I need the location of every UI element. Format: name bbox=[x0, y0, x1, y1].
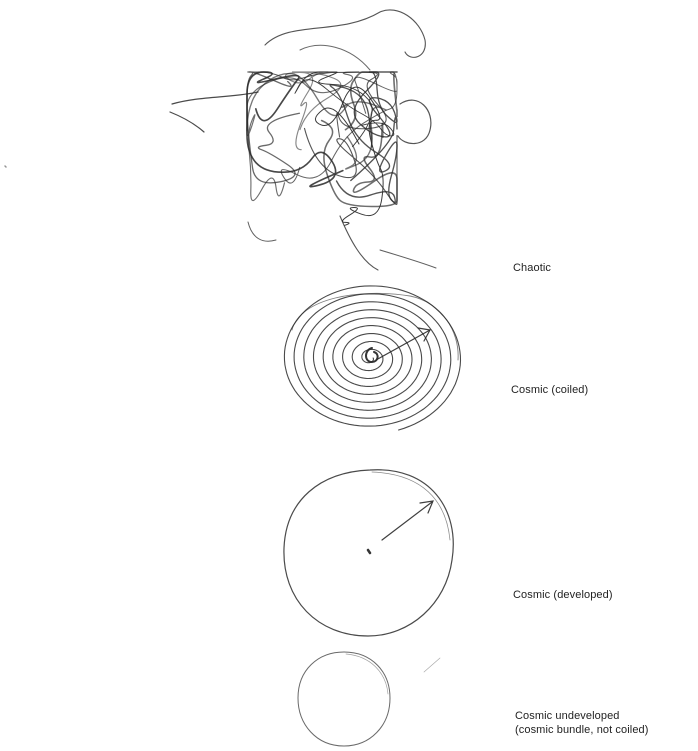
developed-center-dot bbox=[368, 550, 370, 553]
caption-cosmic-undeveloped-line2: (cosmic bundle, not coiled) bbox=[515, 724, 649, 736]
tangle-stroke bbox=[247, 72, 359, 201]
developed-circle-drawing bbox=[284, 470, 453, 636]
chaotic-tangle-drawing bbox=[170, 10, 436, 270]
caption-cosmic-undeveloped bbox=[515, 709, 649, 737]
tangle-strand bbox=[380, 250, 436, 268]
undeveloped-circle-drawing bbox=[298, 652, 390, 746]
stray-mark bbox=[5, 166, 440, 672]
developed-arrow-shaft bbox=[382, 502, 432, 540]
tangle-strand bbox=[340, 216, 378, 270]
developed-circle-retrace bbox=[372, 472, 450, 540]
tangle-strand bbox=[398, 100, 431, 143]
undeveloped-circle-retrace bbox=[346, 654, 388, 694]
tangle-strand bbox=[170, 112, 204, 132]
stray-dash bbox=[424, 658, 440, 672]
caption-cosmic-developed: Cosmic (developed) bbox=[513, 589, 613, 601]
caption-cosmic-coiled: Cosmic (coiled) bbox=[511, 384, 589, 396]
caption-cosmic-undeveloped-line1: Cosmic undeveloped bbox=[515, 710, 620, 722]
undeveloped-circle bbox=[298, 652, 390, 746]
tangle-stroke bbox=[247, 72, 343, 187]
tangle-strand bbox=[300, 45, 370, 70]
tangle-strand bbox=[248, 222, 276, 241]
tangle-strand bbox=[172, 92, 258, 104]
caption-chaotic: Chaotic bbox=[513, 262, 551, 274]
tangle-strand bbox=[265, 10, 425, 57]
coiled-spiral-drawing bbox=[284, 286, 460, 430]
stray-dot bbox=[5, 166, 6, 167]
